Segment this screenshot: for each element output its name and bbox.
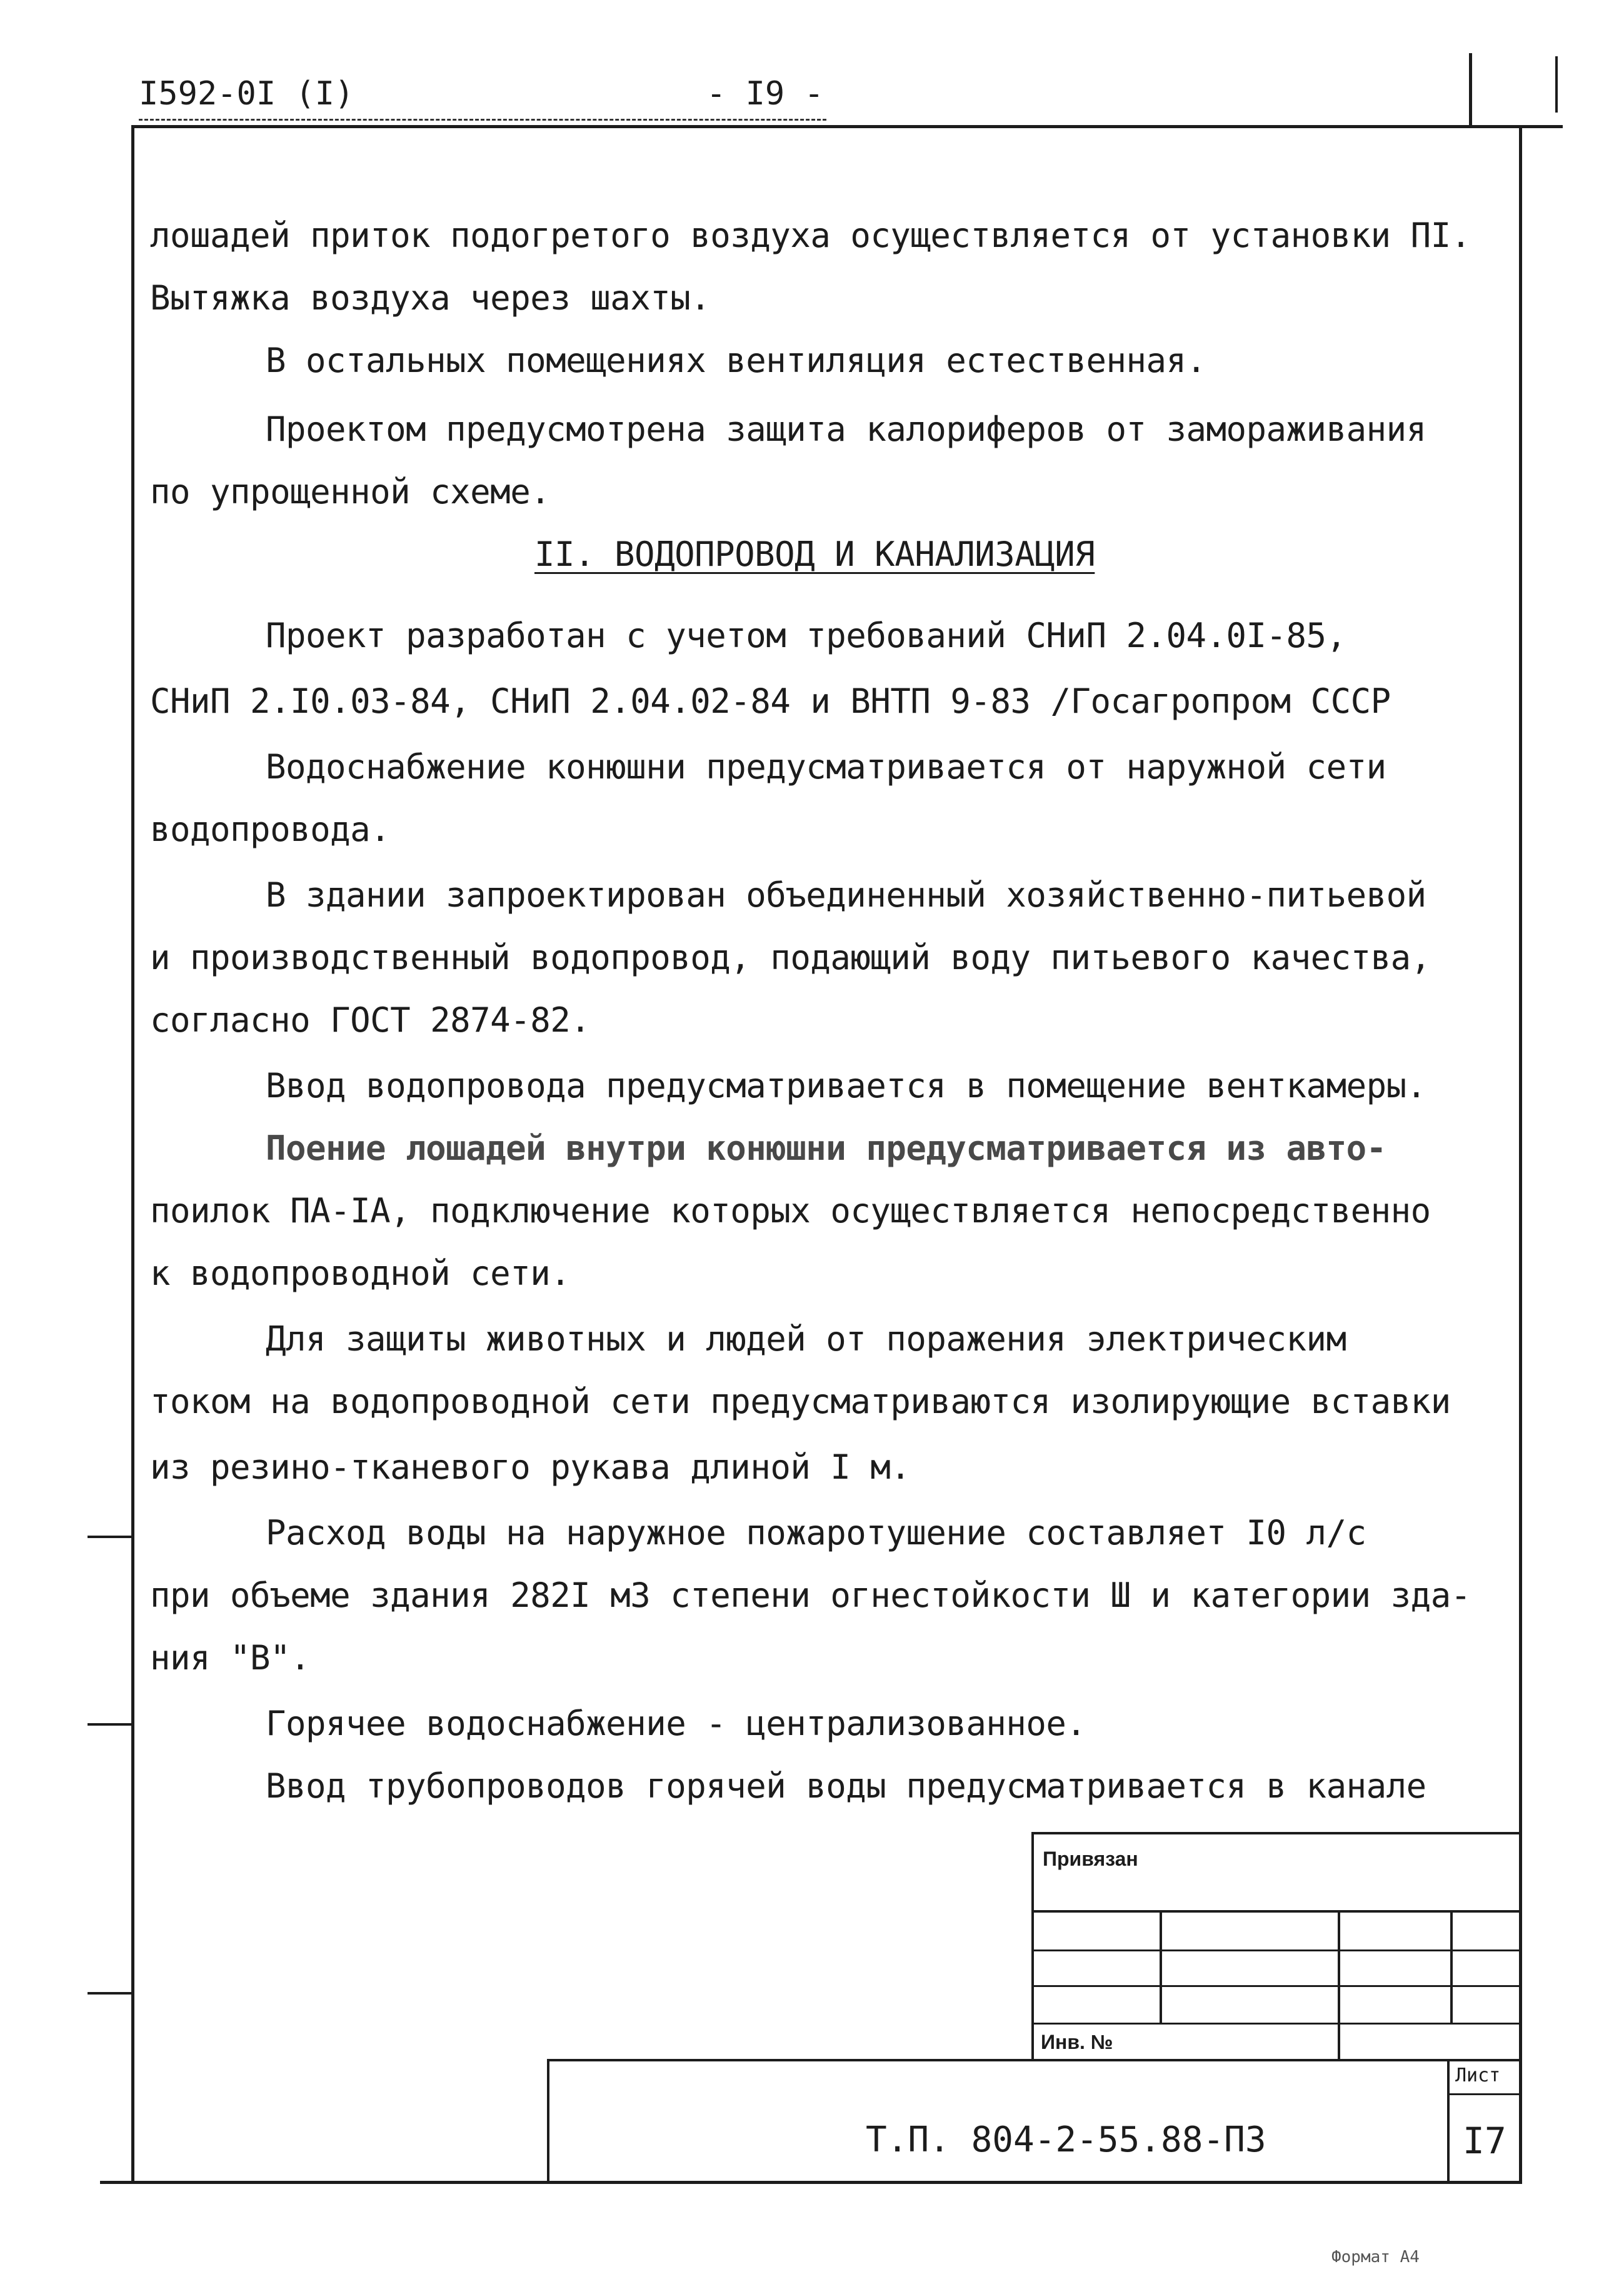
text-line: Поение лошадей внутри конюшни предусматривается из авто-: [266, 1129, 1386, 1168]
text-line: лошадей приток подогретого воздуха осуществляется от установки ПI.: [150, 216, 1471, 255]
text-line: Ввод трубопроводов горячей воды предусматривается в канале: [266, 1766, 1426, 1806]
frame-right-border: [1519, 125, 1522, 2182]
text-line: Проект разработан с учетом требований СНиП 2.04.0I-85,: [266, 616, 1346, 655]
header-underline: [139, 119, 826, 121]
frame-bottom-border: [100, 2181, 1522, 2184]
text-line: Для защиты животных и людей от поражения электрическим: [266, 1319, 1346, 1359]
text-line: В здании запроектирован объединенный хозяйственно-питьевой: [266, 875, 1426, 915]
corner-mark-right: [1555, 56, 1558, 113]
inventory-number-label: Инв. №: [1041, 2031, 1113, 2053]
page-number: - I9 -: [706, 75, 824, 113]
text-line: Ввод водопровода предусматривается в помещение венткамеры.: [266, 1066, 1426, 1105]
text-line: Горячее водоснабжение - централизованное.: [266, 1704, 1086, 1743]
document-designation: Т.П. 804-2-55.88-ПЗ: [866, 2120, 1266, 2160]
attached-label: Привязан: [1043, 1848, 1138, 1870]
margin-mark: [88, 1723, 131, 1726]
text-line: Водоснабжение конюшни предусматривается от наружной сети: [266, 747, 1386, 787]
text-line: при объеме здания 282I м3 степени огнестойкости Ш и категории зда-: [150, 1576, 1471, 1615]
text-line: из резино-тканевого рукава длиной I м.: [150, 1447, 911, 1487]
text-line: Вытяжка воздуха через шахты.: [150, 278, 711, 318]
section-heading: II. ВОДОПРОВОД И КАНАЛИЗАЦИЯ: [534, 535, 1095, 574]
text-line: по упрощенной схеме.: [150, 472, 551, 511]
text-line: и производственный водопровод, подающий воду питьевого качества,: [150, 938, 1431, 977]
sheet-label: Лист: [1455, 2065, 1501, 2086]
text-line: ния "В".: [150, 1638, 311, 1678]
text-line: поилок ПА-IА, подключение которых осуществляется непосредственно: [150, 1191, 1431, 1230]
frame-top-border: [131, 125, 1563, 128]
text-line: Проектом предусмотрена защита калориферов от замораживания: [266, 410, 1426, 449]
text-line: СНиП 2.I0.03-84, СНиП 2.04.02-84 и ВНТП 9-83 /Госагропром СССР: [150, 682, 1391, 721]
format-label: Формат А4: [1331, 2248, 1420, 2266]
text-line: Расход воды на наружное пожаротушение составляет I0 л/с: [266, 1513, 1366, 1552]
text-line: током на водопроводной сети предусматриваются изолирующие вставки: [150, 1382, 1451, 1421]
text-line: В остальных помещениях вентиляция естественная.: [266, 341, 1206, 380]
document-code-header: I592-0I (I): [139, 75, 354, 113]
sheet-number: I7: [1463, 2120, 1506, 2162]
text-line: к водопроводной сети.: [150, 1254, 571, 1293]
margin-mark: [88, 1992, 131, 1995]
corner-mark-vertical: [1469, 53, 1472, 128]
text-line: согласно ГОСТ 2874-82.: [150, 1000, 591, 1040]
frame-left-border: [131, 125, 134, 2182]
text-line: водопровода.: [150, 810, 391, 849]
margin-mark: [88, 1536, 131, 1538]
